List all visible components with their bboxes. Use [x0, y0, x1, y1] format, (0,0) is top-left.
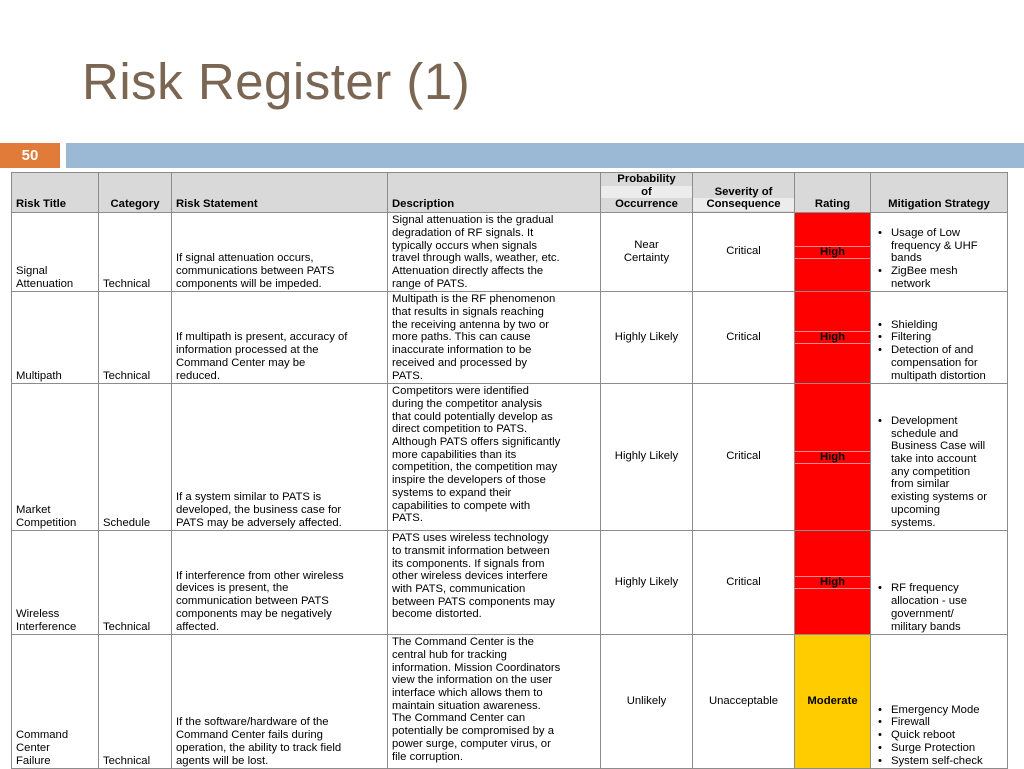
header-risk-statement: Risk Statement [172, 173, 388, 213]
risk-title-line: Interference [16, 620, 77, 633]
risk-statement-line: If the software/hardware of the [176, 716, 329, 729]
header-probability [601, 173, 693, 213]
mitigation-line: any competition [891, 465, 971, 478]
risk-statement-cell [172, 384, 388, 531]
mitigation-cell [871, 384, 1008, 531]
mitigation-line: multipath distortion [891, 369, 986, 382]
risk-title-line: Failure [16, 754, 51, 767]
header-description: Description [388, 173, 601, 213]
mitigation-line: existing systems or [891, 491, 988, 504]
risk-title-line: Command [16, 729, 69, 742]
description-line: power surge, computer virus, or [392, 737, 551, 750]
description-line: The Command Center is the [392, 636, 534, 649]
severity-cell: Critical [693, 213, 795, 292]
mitigation-list [873, 415, 1003, 529]
category-cell: Technical [99, 213, 172, 292]
severity-cell: Critical [693, 384, 795, 531]
description-cell [388, 292, 601, 384]
risk-title-line: Competition [16, 516, 77, 529]
description-cell [388, 384, 601, 531]
mitigation-line: • Detection of and [891, 344, 974, 357]
description-line: PATS. [392, 512, 423, 525]
mitigation-line: • Filtering [891, 331, 932, 344]
mitigation-list [873, 704, 1003, 768]
header-probability-line: of [601, 186, 692, 199]
description-line: central hub for tracking [392, 648, 507, 661]
mitigation-line: Business Case will [891, 440, 986, 453]
risk-title-cell [12, 292, 99, 384]
description-line: to transmit information between [392, 544, 550, 557]
description-line: file corruption. [392, 750, 463, 763]
description-line: that could potentially develop as [392, 410, 553, 423]
mitigation-item [891, 716, 1003, 729]
rating-cell [795, 213, 871, 292]
risk-statement-cell [172, 531, 388, 635]
description-line: become distorted. [392, 608, 482, 621]
description-line: maintain situation awareness. [392, 699, 541, 712]
mitigation-line: take into account [891, 453, 977, 466]
rating-badge: High [795, 576, 870, 589]
mitigation-list [873, 227, 1003, 291]
risk-statement-line: devices is present, the [176, 582, 289, 595]
rating-badge: High [795, 451, 870, 464]
description-line: view the information on the user [392, 674, 553, 687]
mitigation-item [891, 729, 1003, 742]
risk-title-cell [12, 384, 99, 531]
mitigation-line: • System self-check [891, 754, 983, 767]
risk-statement-line: communication between PATS [176, 595, 329, 608]
risk-statement-line: If a system similar to PATS is [176, 491, 322, 504]
description-line: information. Mission Coordinators [392, 661, 561, 674]
description-line: direct competition to PATS. [392, 423, 528, 436]
mitigation-line: • ZigBee mesh [891, 264, 958, 277]
mitigation-line: • Usage of Low [891, 226, 961, 239]
description-line: the receiving antenna by two or [392, 318, 549, 331]
description-line: systems to expand their [392, 486, 512, 499]
mitigation-line: • RF frequency [891, 582, 959, 595]
mitigation-cell [871, 635, 1008, 769]
risk-register-table [11, 172, 1008, 769]
mitigation-line: • Surge Protection [891, 741, 976, 754]
probability-cell [601, 384, 693, 531]
description-line: Signal attenuation is the gradual [392, 214, 554, 227]
description-line: competition, the competition may [392, 461, 558, 474]
mitigation-line: government/ [891, 607, 954, 620]
description-line: degradation of RF signals. It [392, 226, 534, 239]
description-cell [388, 531, 601, 635]
mitigation-item [891, 742, 1003, 755]
mitigation-item [891, 227, 1003, 265]
probability-cell [601, 213, 693, 292]
description-line: with PATS, communication [392, 583, 526, 596]
probability-line: Highly Likely [614, 450, 679, 463]
table-header-row [12, 173, 1008, 213]
risk-statement-line: Command Center fails during [176, 729, 323, 742]
risk-statement-line: communications between PATS [176, 264, 335, 277]
risk-statement-cell [172, 213, 388, 292]
risk-statement-line: If interference from other wireless [176, 569, 344, 582]
category-cell: Technical [99, 635, 172, 769]
description-line: more paths. This can cause [392, 331, 531, 344]
description-line: PATS. [392, 369, 423, 382]
risk-statement-line: If signal attenuation occurs, [176, 252, 314, 265]
mitigation-line: schedule and [891, 427, 959, 440]
probability-cell [601, 292, 693, 384]
header-rating: Rating [795, 173, 871, 213]
category-cell: Schedule [99, 384, 172, 531]
mitigation-item [891, 415, 1003, 529]
header-severity-line: Consequence [693, 198, 794, 211]
description-cell [388, 635, 601, 769]
mitigation-cell [871, 292, 1008, 384]
rating-cell [795, 384, 871, 531]
rating-cell [795, 531, 871, 635]
category-cell: Technical [99, 292, 172, 384]
table-row [12, 635, 1008, 769]
risk-title-line: Multipath [16, 369, 62, 382]
risk-title-line: Wireless [16, 607, 60, 620]
probability-cell [601, 531, 693, 635]
risk-title-cell [12, 213, 99, 292]
risk-statement-line: PATS may be adversely affected. [176, 516, 342, 529]
description-line: more capabilities than its [392, 448, 517, 461]
description-line: its components. If signals from [392, 557, 545, 570]
mitigation-line: network [891, 277, 931, 290]
probability-cell [601, 635, 693, 769]
mitigation-cell [871, 531, 1008, 635]
header-rule-bar [66, 143, 1024, 168]
risk-statement-line: If multipath is present, accuracy of [176, 331, 348, 344]
mitigation-line: • Emergency Mode [891, 703, 980, 716]
mitigation-item [891, 755, 1003, 768]
mitigation-line: compensation for [891, 356, 978, 369]
risk-statement-line: components may be negatively [176, 607, 332, 620]
page-number-badge: 50 [0, 143, 60, 168]
description-line: range of PATS. [392, 277, 468, 290]
mitigation-item [891, 331, 1003, 344]
risk-statement-cell [172, 292, 388, 384]
header-severity [693, 173, 795, 213]
rating-badge: High [795, 331, 870, 344]
description-line: potentially be compromised by a [392, 725, 555, 738]
risk-title-cell [12, 531, 99, 635]
mitigation-item [891, 265, 1003, 290]
mitigation-list [873, 319, 1003, 383]
mitigation-list [873, 582, 1003, 633]
severity-cell: Unacceptable [693, 635, 795, 769]
header-probability-line: Probability [617, 173, 676, 185]
mitigation-item [891, 344, 1003, 382]
risk-title-line: Market [16, 503, 51, 516]
mitigation-item [891, 319, 1003, 332]
mitigation-line: allocation - use [891, 595, 967, 608]
risk-title-line: Attenuation [16, 277, 74, 290]
risk-statement-cell [172, 635, 388, 769]
description-line: typically occurs when signals [392, 239, 538, 252]
description-line: travel through walls, weather, etc. [392, 252, 560, 265]
probability-line: Near [634, 239, 659, 252]
mitigation-line: • Firewall [891, 716, 930, 729]
probability-line: Certainty [623, 251, 670, 264]
header-mitigation: Mitigation Strategy [871, 173, 1008, 213]
mitigation-line: • Quick reboot [891, 729, 956, 742]
mitigation-line: military bands [891, 620, 961, 633]
severity-cell: Critical [693, 531, 795, 635]
risk-statement-line: components will be impeded. [176, 277, 322, 290]
description-line: during the competitor analysis [392, 397, 543, 410]
description-line: Although PATS offers significantly [392, 436, 561, 449]
description-line: PATS uses wireless technology [392, 532, 549, 545]
description-line: interface which allows them to [392, 687, 543, 700]
header-severity-line: Severity of [714, 185, 773, 198]
rating-cell [795, 635, 871, 769]
description-line: The Command Center can [392, 712, 526, 725]
mitigation-cell [871, 213, 1008, 292]
description-line: between PATS components may [392, 595, 555, 608]
description-line: that results in signals reaching [392, 306, 544, 319]
risk-title-line: Signal [16, 264, 48, 277]
description-line: inaccurate information to be [392, 344, 532, 357]
table-row [12, 384, 1008, 531]
mitigation-line: • Shielding [891, 318, 938, 331]
probability-line: Unlikely [626, 694, 667, 707]
rating-badge: High [795, 246, 870, 259]
table-row [12, 292, 1008, 384]
description-line: received and processed by [392, 356, 528, 369]
description-line: Multipath is the RF phenomenon [392, 293, 556, 306]
risk-statement-line: agents will be lost. [176, 754, 269, 767]
description-line: inspire the developers of those [392, 474, 546, 487]
description-line: capabilities to compete with [392, 499, 531, 512]
risk-statement-line: affected. [176, 620, 220, 633]
table-row [12, 213, 1008, 292]
risk-statement-line: developed, the business case for [176, 503, 342, 516]
risk-statement-line: Command Center may be [176, 356, 306, 369]
mitigation-line: upcoming [891, 503, 940, 516]
description-line: Attenuation directly affects the [392, 264, 544, 277]
severity-cell: Critical [693, 292, 795, 384]
header-category: Category [99, 173, 172, 213]
mitigation-line: bands [891, 252, 922, 265]
risk-table-body [12, 213, 1008, 769]
probability-line: Highly Likely [614, 575, 679, 588]
rating-cell [795, 292, 871, 384]
probability-line: Highly Likely [614, 330, 679, 343]
description-line: Competitors were identified [392, 385, 529, 398]
header-probability-line: Occurrence [615, 198, 678, 211]
risk-title-line: Center [16, 741, 50, 754]
header-risk-title: Risk Title [12, 173, 99, 213]
mitigation-line: frequency & UHF [891, 239, 978, 252]
mitigation-line: systems. [891, 516, 936, 529]
category-cell: Technical [99, 531, 172, 635]
risk-statement-line: information processed at the [176, 344, 319, 357]
risk-statement-line: operation, the ability to track field [176, 741, 342, 754]
description-cell [388, 213, 601, 292]
mitigation-line: • Development [891, 414, 958, 427]
mitigation-line: from similar [891, 478, 950, 491]
rating-badge: Moderate [807, 695, 858, 708]
risk-title-cell [12, 635, 99, 769]
page-title: Risk Register (1) [82, 53, 471, 110]
risk-statement-line: reduced. [176, 369, 220, 382]
mitigation-item [891, 704, 1003, 717]
table-row [12, 531, 1008, 635]
description-line: other wireless devices interfere [392, 570, 548, 583]
mitigation-item [891, 582, 1003, 633]
